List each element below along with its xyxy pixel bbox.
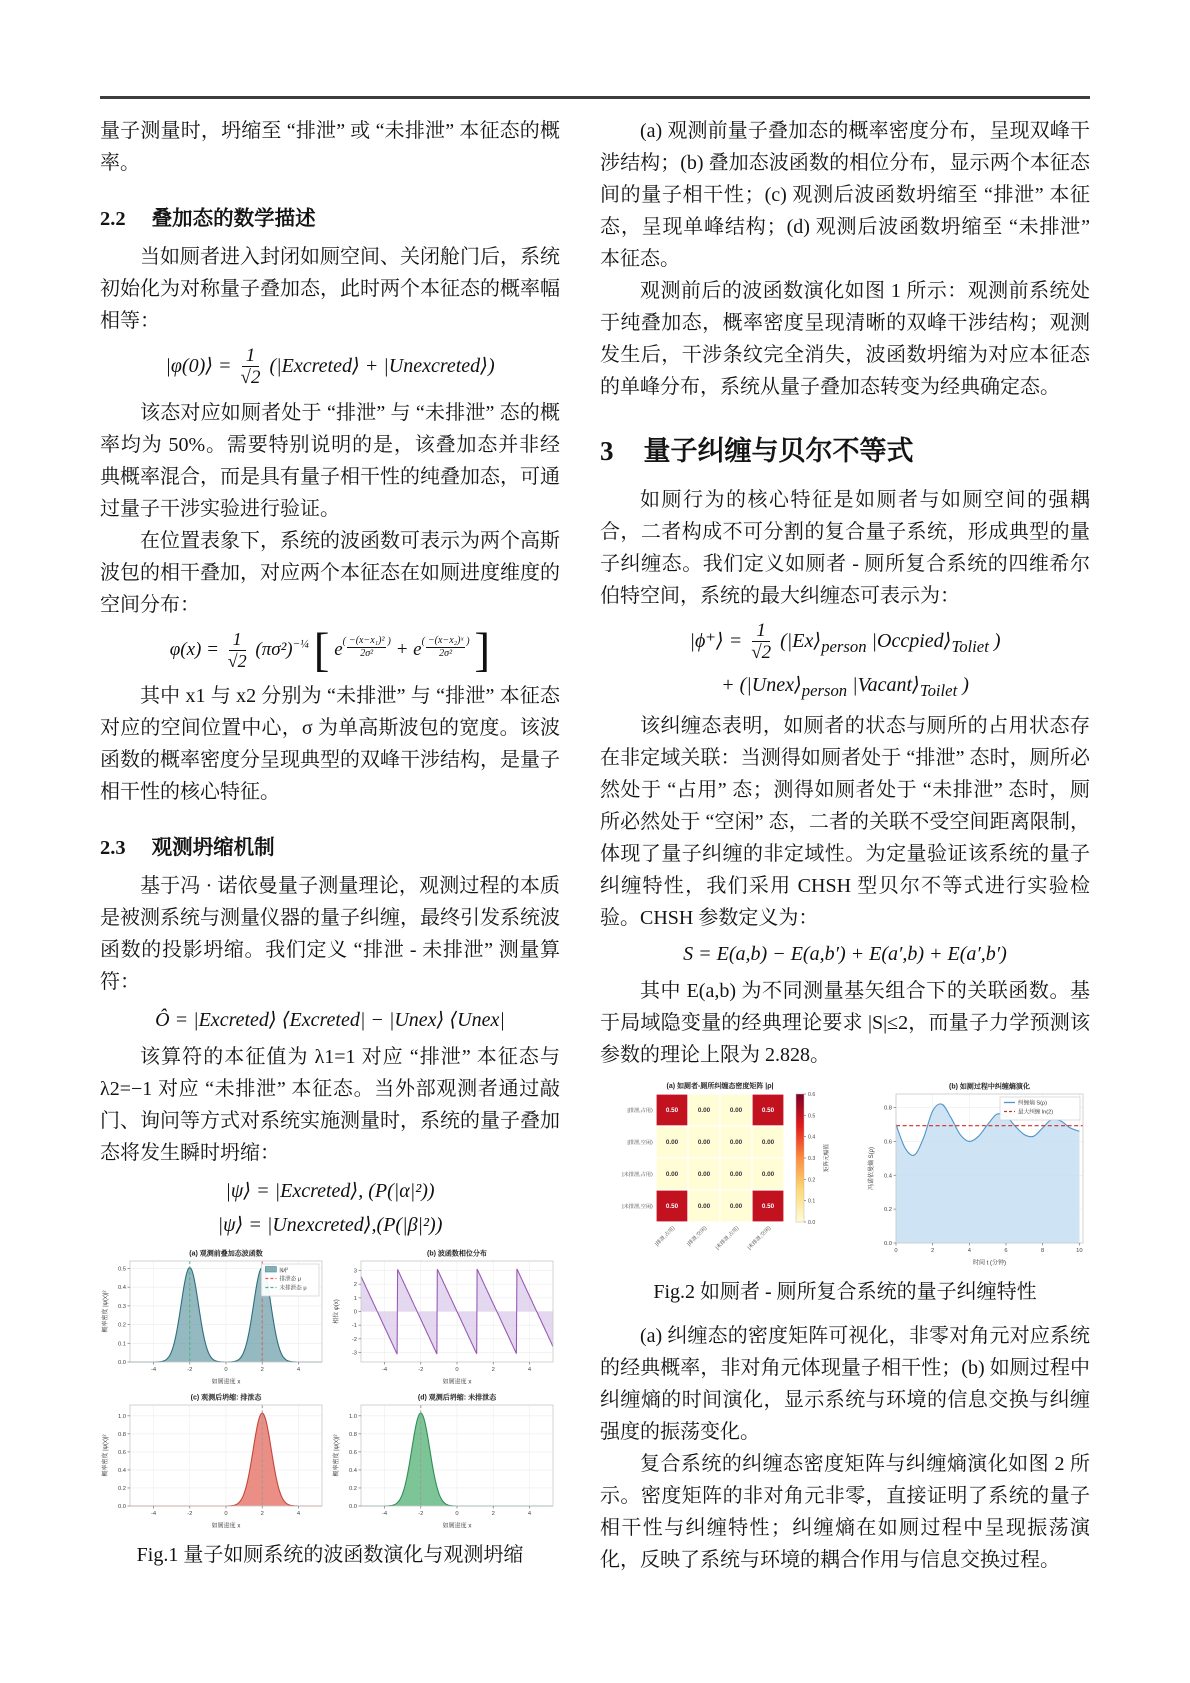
fig1-caption: Fig.1 量子如厕系统的波函数演化与观测坍缩 — [136, 1544, 524, 1567]
svg-text:0.0: 0.0 — [348, 1504, 357, 1511]
svg-text:0: 0 — [894, 1248, 898, 1255]
svg-text:0.2: 0.2 — [883, 1207, 892, 1214]
svg-text:0.0: 0.0 — [117, 1504, 126, 1511]
svg-text:1: 1 — [353, 1296, 357, 1303]
exponent-fraction: ( −(x−x₂)ˣ 2σ² ) — [421, 635, 470, 659]
svg-text:0.00: 0.00 — [697, 1107, 711, 1115]
paragraph: (a) 纠缠态的密度矩阵可视化，非零对角元对应系统的经典概率，非对角元体现量子相干性；(b) 如厕过程中纠缠熵的时间演化，显示系统与环境的信息交换与纠缠强度的振荡变化。 — [600, 1325, 1090, 1444]
fig2-entropy-plot — [866, 1079, 1090, 1269]
svg-text:2: 2 — [491, 1511, 495, 1518]
svg-text:-4: -4 — [381, 1367, 388, 1374]
paragraph: (a) 观测前量子叠加态的概率密度分布，呈现双峰干涉结构；(b) 叠加态波函数的相位分布，显示两个本征态间的量子相干性；(c) 观测后波函数坍缩至 “排泄” 本征态，呈现单峰结构；(d) 观测后波函数坍缩至 “未排泄” 本征态。 — [600, 119, 1090, 270]
paragraph: 其中 x1 与 x2 分别为 “未排泄” 与 “排泄” 本征态对应的空间位置中心，σ 为单高斯波包的宽度。该波函数的概率密度分呈现典型的双峰干涉结构，是量子相干性的核心特征。 — [100, 685, 560, 804]
paragraph: 该态对应如厕者处于 “排泄” 与 “未排泄” 态的概率均为 50%。需要特别说明的是，该叠加态并非经典概率混合，而是具有量子相干性的纯叠加态，可通过量子干涉实验进行验证。 — [100, 402, 560, 521]
svg-text:|排泄,空闲⟩: |排泄,空闲⟩ — [686, 1225, 709, 1248]
subscript-person: person — [821, 636, 867, 656]
svg-text:0.00: 0.00 — [697, 1139, 711, 1147]
svg-text:3: 3 — [353, 1268, 357, 1275]
formula-collapse-unexcreted: |ψ⟩ = |Unexcreted⟩,(P(|β|²)) — [217, 1214, 443, 1237]
svg-text:2: 2 — [353, 1282, 357, 1289]
svg-text:2: 2 — [260, 1511, 264, 1518]
subscript-toilet: Toilet — [919, 681, 958, 701]
figure-2 — [600, 1079, 1090, 1304]
svg-text:0.8: 0.8 — [883, 1105, 892, 1112]
svg-text:(a) 观测前叠加态波函数: (a) 观测前叠加态波函数 — [189, 1250, 263, 1258]
svg-text:0.4: 0.4 — [117, 1468, 126, 1475]
svg-text:0.50: 0.50 — [761, 1107, 775, 1115]
svg-text:0.2: 0.2 — [348, 1486, 357, 1493]
svg-text:矩阵元幅值: 矩阵元幅值 — [824, 1144, 830, 1173]
svg-text:2: 2 — [931, 1248, 935, 1255]
svg-text:1.0: 1.0 — [348, 1414, 357, 1421]
svg-text:10: 10 — [1076, 1248, 1083, 1255]
svg-text:0.50: 0.50 — [761, 1203, 775, 1211]
formula-operator: + — [395, 639, 409, 661]
svg-text:相位 φ(x): 相位 φ(x) — [334, 1299, 340, 1325]
svg-text:-2: -2 — [187, 1511, 193, 1518]
svg-text:2: 2 — [260, 1367, 264, 1374]
svg-text:0: 0 — [224, 1511, 228, 1518]
svg-text:0.00: 0.00 — [697, 1171, 711, 1179]
exponent-fraction: ( −(x−x₁)² 2σ² ) — [342, 635, 391, 659]
svg-text:2: 2 — [491, 1367, 495, 1374]
svg-text:0.3: 0.3 — [808, 1156, 816, 1163]
svg-text:-2: -2 — [351, 1337, 357, 1344]
svg-text:0: 0 — [224, 1367, 228, 1374]
subscript-toilet: Toliet — [951, 636, 989, 656]
svg-text:0.00: 0.00 — [665, 1171, 679, 1179]
formula-measurement-operator: Ô = |Excreted⟩ ⟨Excreted| − |Unex⟩ ⟨Unex| — [155, 1009, 505, 1032]
fraction: $\frac{1}{√2}$ — [751, 619, 772, 664]
svg-text:|未排泄,占用⟩: |未排泄,占用⟩ — [714, 1225, 741, 1252]
fig1-subplot-a — [100, 1246, 329, 1388]
left-bracket: [ — [313, 624, 330, 677]
svg-text:4: 4 — [967, 1248, 971, 1255]
section-title: 量子纠缠与贝尔不等式 — [643, 435, 914, 466]
svg-text:0.1: 0.1 — [808, 1199, 816, 1206]
formula-ket: (|Ex⟩ — [780, 629, 822, 652]
svg-text:-4: -4 — [381, 1511, 388, 1518]
paragraph: 观测前后的波函数演化如图 1 所示：观测前系统处于纯叠加态，概率密度呈现清晰的双峰干涉结构；观测发生后，干涉条纹完全消失，波函数坍缩为对应本征态的单峰分布，系统从量子叠加态转变为经典确定态。 — [600, 279, 1090, 398]
svg-text:8: 8 — [1041, 1248, 1045, 1255]
svg-text:-1: -1 — [351, 1323, 357, 1330]
svg-text:0.50: 0.50 — [665, 1107, 679, 1115]
svg-text:0.0: 0.0 — [117, 1360, 126, 1367]
svg-text:-2: -2 — [418, 1367, 424, 1374]
svg-text:-4: -4 — [150, 1367, 157, 1374]
fraction: $\frac{1}{√2}$ — [227, 629, 247, 672]
svg-text:0: 0 — [353, 1309, 357, 1316]
svg-text:(b) 如厕过程中纠缠熵演化: (b) 如厕过程中纠缠熵演化 — [949, 1083, 1030, 1091]
formula-lhs: |ϕ⁺⟩ = — [689, 629, 743, 652]
svg-text:|排泄,占用⟩: |排泄,占用⟩ — [654, 1225, 677, 1248]
fig1-subplot-d — [331, 1390, 560, 1532]
header-rule — [100, 96, 1090, 99]
formula-chsh-parameter: S = E(a,b) − E(a,b′) + E(a′,b) + E(a′,b′) — [683, 943, 1007, 966]
svg-text:0.4: 0.4 — [348, 1468, 357, 1475]
formula-ket: |Vacant⟩ — [852, 674, 920, 697]
paragraph: 当如厕者进入封闭如厕空间、关闭舱门后，系统初始化为对称量子叠加态，此时两个本征态的概率幅相等： — [100, 245, 560, 332]
svg-text:(d) 观测后坍缩: 未排泄态: (d) 观测后坍缩: 未排泄态 — [417, 1394, 497, 1402]
svg-text:0: 0 — [455, 1511, 459, 1518]
section-title: 观测坍缩机制 — [151, 837, 275, 860]
formula-term: e — [334, 639, 343, 661]
section-heading-2-3 — [100, 830, 560, 860]
svg-text:|ψ|²: |ψ|² — [279, 1267, 289, 1274]
fig1-subplot-grid — [100, 1246, 560, 1532]
svg-text:0.00: 0.00 — [761, 1171, 775, 1179]
section-number: 2.2 — [100, 207, 126, 230]
svg-text:0.4: 0.4 — [117, 1285, 126, 1292]
svg-text:|未排泄,占用⟩: |未排泄,占用⟩ — [622, 1172, 653, 1179]
svg-text:最大纠缠 ln(2): 最大纠缠 ln(2) — [1018, 1109, 1054, 1116]
svg-text:0.0: 0.0 — [808, 1220, 816, 1227]
svg-text:|未排泄,空闲⟩: |未排泄,空闲⟩ — [746, 1225, 773, 1252]
formula-close: ) — [962, 674, 969, 697]
fig2-caption: Fig.2 如厕者 - 厕所复合系统的量子纠缠特性 — [653, 1281, 1037, 1304]
paragraph: 如厕行为的核心特征是如厕者与如厕空间的强耦合，二者构成不可分割的复合量子系统，形成典型的量子纠缠态。我们定义如厕者 - 厕所复合系统的四维希尔伯特空间，系统的最大纠缠态可表示为： — [600, 488, 1090, 607]
right-bracket: ] — [474, 624, 491, 677]
svg-text:4: 4 — [527, 1511, 532, 1518]
svg-text:0.4: 0.4 — [883, 1173, 892, 1180]
svg-text:4: 4 — [527, 1367, 532, 1374]
section-title: 叠加态的数学描述 — [151, 207, 316, 230]
svg-text:-4: -4 — [150, 1511, 157, 1518]
svg-text:|排泄,占用⟩: |排泄,占用⟩ — [627, 1108, 653, 1115]
formula-ket: + (|Unex⟩ — [721, 674, 802, 697]
svg-text:0.6: 0.6 — [117, 1450, 126, 1457]
svg-text:|排泄,空闲⟩: |排泄,空闲⟩ — [627, 1140, 653, 1147]
svg-text:未排泄态 μ: 未排泄态 μ — [279, 1285, 307, 1292]
formula-lhs: |φ(0)⟩ = — [165, 354, 232, 377]
section-number: 3 — [600, 435, 614, 466]
svg-text:概率密度 |ψ(x)|²: 概率密度 |ψ(x)|² — [103, 1290, 109, 1333]
fig1-subplot-c — [100, 1390, 329, 1532]
svg-text:0: 0 — [455, 1367, 459, 1374]
two-column-layout — [100, 115, 1090, 1577]
formula-lhs: φ(x) = — [169, 639, 219, 661]
exponent: −¼ — [292, 638, 309, 651]
svg-text:概率密度 |ψ(x)|²: 概率密度 |ψ(x)|² — [334, 1434, 340, 1477]
svg-text:-2: -2 — [187, 1367, 193, 1374]
svg-text:0.6: 0.6 — [808, 1092, 816, 1099]
svg-text:0.00: 0.00 — [729, 1139, 743, 1147]
svg-text:冯诺依曼熵 S(ρ): 冯诺依曼熵 S(ρ) — [869, 1147, 875, 1191]
svg-text:0.0: 0.0 — [883, 1241, 892, 1248]
formula-rhs: (|Excreted⟩ + |Unexcreted⟩) — [269, 354, 495, 377]
section-number: 2.3 — [100, 837, 126, 860]
paragraph: 该算符的本征值为 λ1=1 对应 “排泄” 本征态与 λ2=−1 对应 “未排泄” 本征态。当外部观测者通过敲门、询问等方式对系统实施测量时，系统的量子叠加态将发生瞬时坍缩： — [100, 1046, 560, 1165]
svg-text:如厕进度 x: 如厕进度 x — [211, 1523, 241, 1530]
fig1-subplot-b — [331, 1246, 560, 1388]
figure-1 — [100, 1246, 560, 1567]
svg-text:0.6: 0.6 — [348, 1450, 357, 1457]
svg-text:4: 4 — [296, 1367, 301, 1374]
svg-text:|未排泄,空闲⟩: |未排泄,空闲⟩ — [622, 1204, 653, 1211]
svg-text:0.2: 0.2 — [117, 1322, 126, 1329]
formula-ket: |Occpied⟩ — [871, 629, 952, 652]
formula-wavefunction — [100, 624, 560, 677]
svg-text:时间 t (分钟): 时间 t (分钟) — [973, 1260, 1006, 1267]
formula-term: e — [413, 639, 422, 661]
svg-text:0.00: 0.00 — [729, 1107, 743, 1115]
svg-text:0.2: 0.2 — [808, 1177, 816, 1184]
left-column — [100, 115, 560, 1577]
svg-text:0.00: 0.00 — [729, 1171, 743, 1179]
formula-close: ) — [993, 629, 1001, 652]
section-heading-2-2 — [100, 201, 560, 231]
paragraph: 量子测量时，坍缩至 “排泄” 或 “未排泄” 本征态的概率。 — [100, 119, 560, 174]
svg-text:6: 6 — [1004, 1248, 1008, 1255]
fig2-heatmap — [600, 1079, 862, 1269]
formula-superposition-state — [100, 346, 560, 389]
svg-text:0.2: 0.2 — [117, 1486, 126, 1493]
right-column — [600, 115, 1090, 1577]
svg-text:0.50: 0.50 — [665, 1203, 679, 1211]
svg-text:0.00: 0.00 — [729, 1203, 743, 1211]
svg-text:(c) 观测后坍缩: 排泄态: (c) 观测后坍缩: 排泄态 — [190, 1394, 262, 1402]
paragraph: 在位置表象下，系统的波函数可表示为两个高斯波包的相干叠加，对应两个本征态在如厕进度维度的空间分布： — [100, 530, 560, 617]
svg-text:4: 4 — [296, 1511, 301, 1518]
svg-text:排泄态 μ: 排泄态 μ — [279, 1276, 301, 1283]
formula-term: (πσ²) — [255, 639, 293, 661]
svg-text:-3: -3 — [351, 1350, 357, 1357]
svg-text:0.8: 0.8 — [117, 1432, 126, 1439]
formula-collapse-excreted: |ψ⟩ = |Excreted⟩, (P(|α|²)) — [225, 1180, 435, 1203]
svg-text:0.5: 0.5 — [117, 1266, 126, 1273]
svg-text:0.1: 0.1 — [117, 1341, 126, 1348]
paragraph: 该纠缠态表明，如厕者的状态与厕所的占用状态存在非定域关联：当测得如厕者处于 “排泄” 态时，厕所必然处于 “占用” 态；测得如厕者处于 “未排泄” 态时，厕所必然处于 “空闲” 态，二者的关联不受空间距离限制，体现了量子纠缠的非定域性。为定量验证该系统的量子纠缠特性，我们采用 CHSH 型贝尔不等式进行实验检验。CHSH 参数定义为： — [600, 715, 1090, 930]
svg-text:-2: -2 — [418, 1511, 424, 1518]
svg-text:1.0: 1.0 — [117, 1414, 126, 1421]
paragraph: 复合系统的纠缠态密度矩阵与纠缠熵演化如图 2 所示。密度矩阵的非对角元非零，直接证明了系统的量子相干性与纠缠特性；纠缠熵在如厕过程中呈现振荡演化，反映了系统与环境的耦合作用与信息交换过程。 — [600, 1453, 1090, 1572]
svg-text:如厕进度 x: 如厕进度 x — [442, 1379, 472, 1386]
svg-text:0.5: 0.5 — [808, 1113, 816, 1120]
svg-text:如厕进度 x: 如厕进度 x — [442, 1523, 472, 1530]
svg-text:0.6: 0.6 — [883, 1139, 892, 1146]
svg-text:如厕进度 x: 如厕进度 x — [211, 1379, 241, 1386]
fig2-subplot-row — [600, 1079, 1090, 1269]
svg-text:0.4: 0.4 — [808, 1135, 816, 1142]
svg-text:0.8: 0.8 — [348, 1432, 357, 1439]
svg-text:(b) 波函数相位分布: (b) 波函数相位分布 — [427, 1250, 487, 1258]
svg-text:0.00: 0.00 — [761, 1139, 775, 1147]
svg-text:0.00: 0.00 — [665, 1139, 679, 1147]
svg-text:纠缠熵 S(ρ): 纠缠熵 S(ρ) — [1018, 1100, 1047, 1107]
paragraph: 其中 E(a,b) 为不同测量基矢组合下的关联函数。基于局域隐变量的经典理论要求 |S|≤2，而量子力学预测该参数的理论上限为 2.828。 — [600, 980, 1090, 1067]
formula-entangled-state-line2 — [600, 672, 1090, 701]
section-heading-3 — [600, 429, 1090, 468]
formula-entangled-state-line1 — [600, 621, 1090, 664]
svg-text:(a) 如厕者-厕所纠缠态密度矩阵 |ρ|: (a) 如厕者-厕所纠缠态密度矩阵 |ρ| — [666, 1083, 774, 1091]
svg-text:概率密度 |ψ(x)|²: 概率密度 |ψ(x)|² — [103, 1434, 109, 1477]
fraction: $\frac{1}{√2}$ — [240, 344, 261, 389]
svg-text:0.3: 0.3 — [117, 1304, 126, 1311]
svg-text:0.00: 0.00 — [697, 1203, 711, 1211]
paragraph: 基于冯 · 诺依曼量子测量理论，观测过程的本质是被测系统与测量仪器的量子纠缠，最终引发系统波函数的投影坍缩。我们定义 “排泄 - 未排泄” 测量算符： — [100, 875, 560, 994]
subscript-person: person — [801, 681, 848, 701]
